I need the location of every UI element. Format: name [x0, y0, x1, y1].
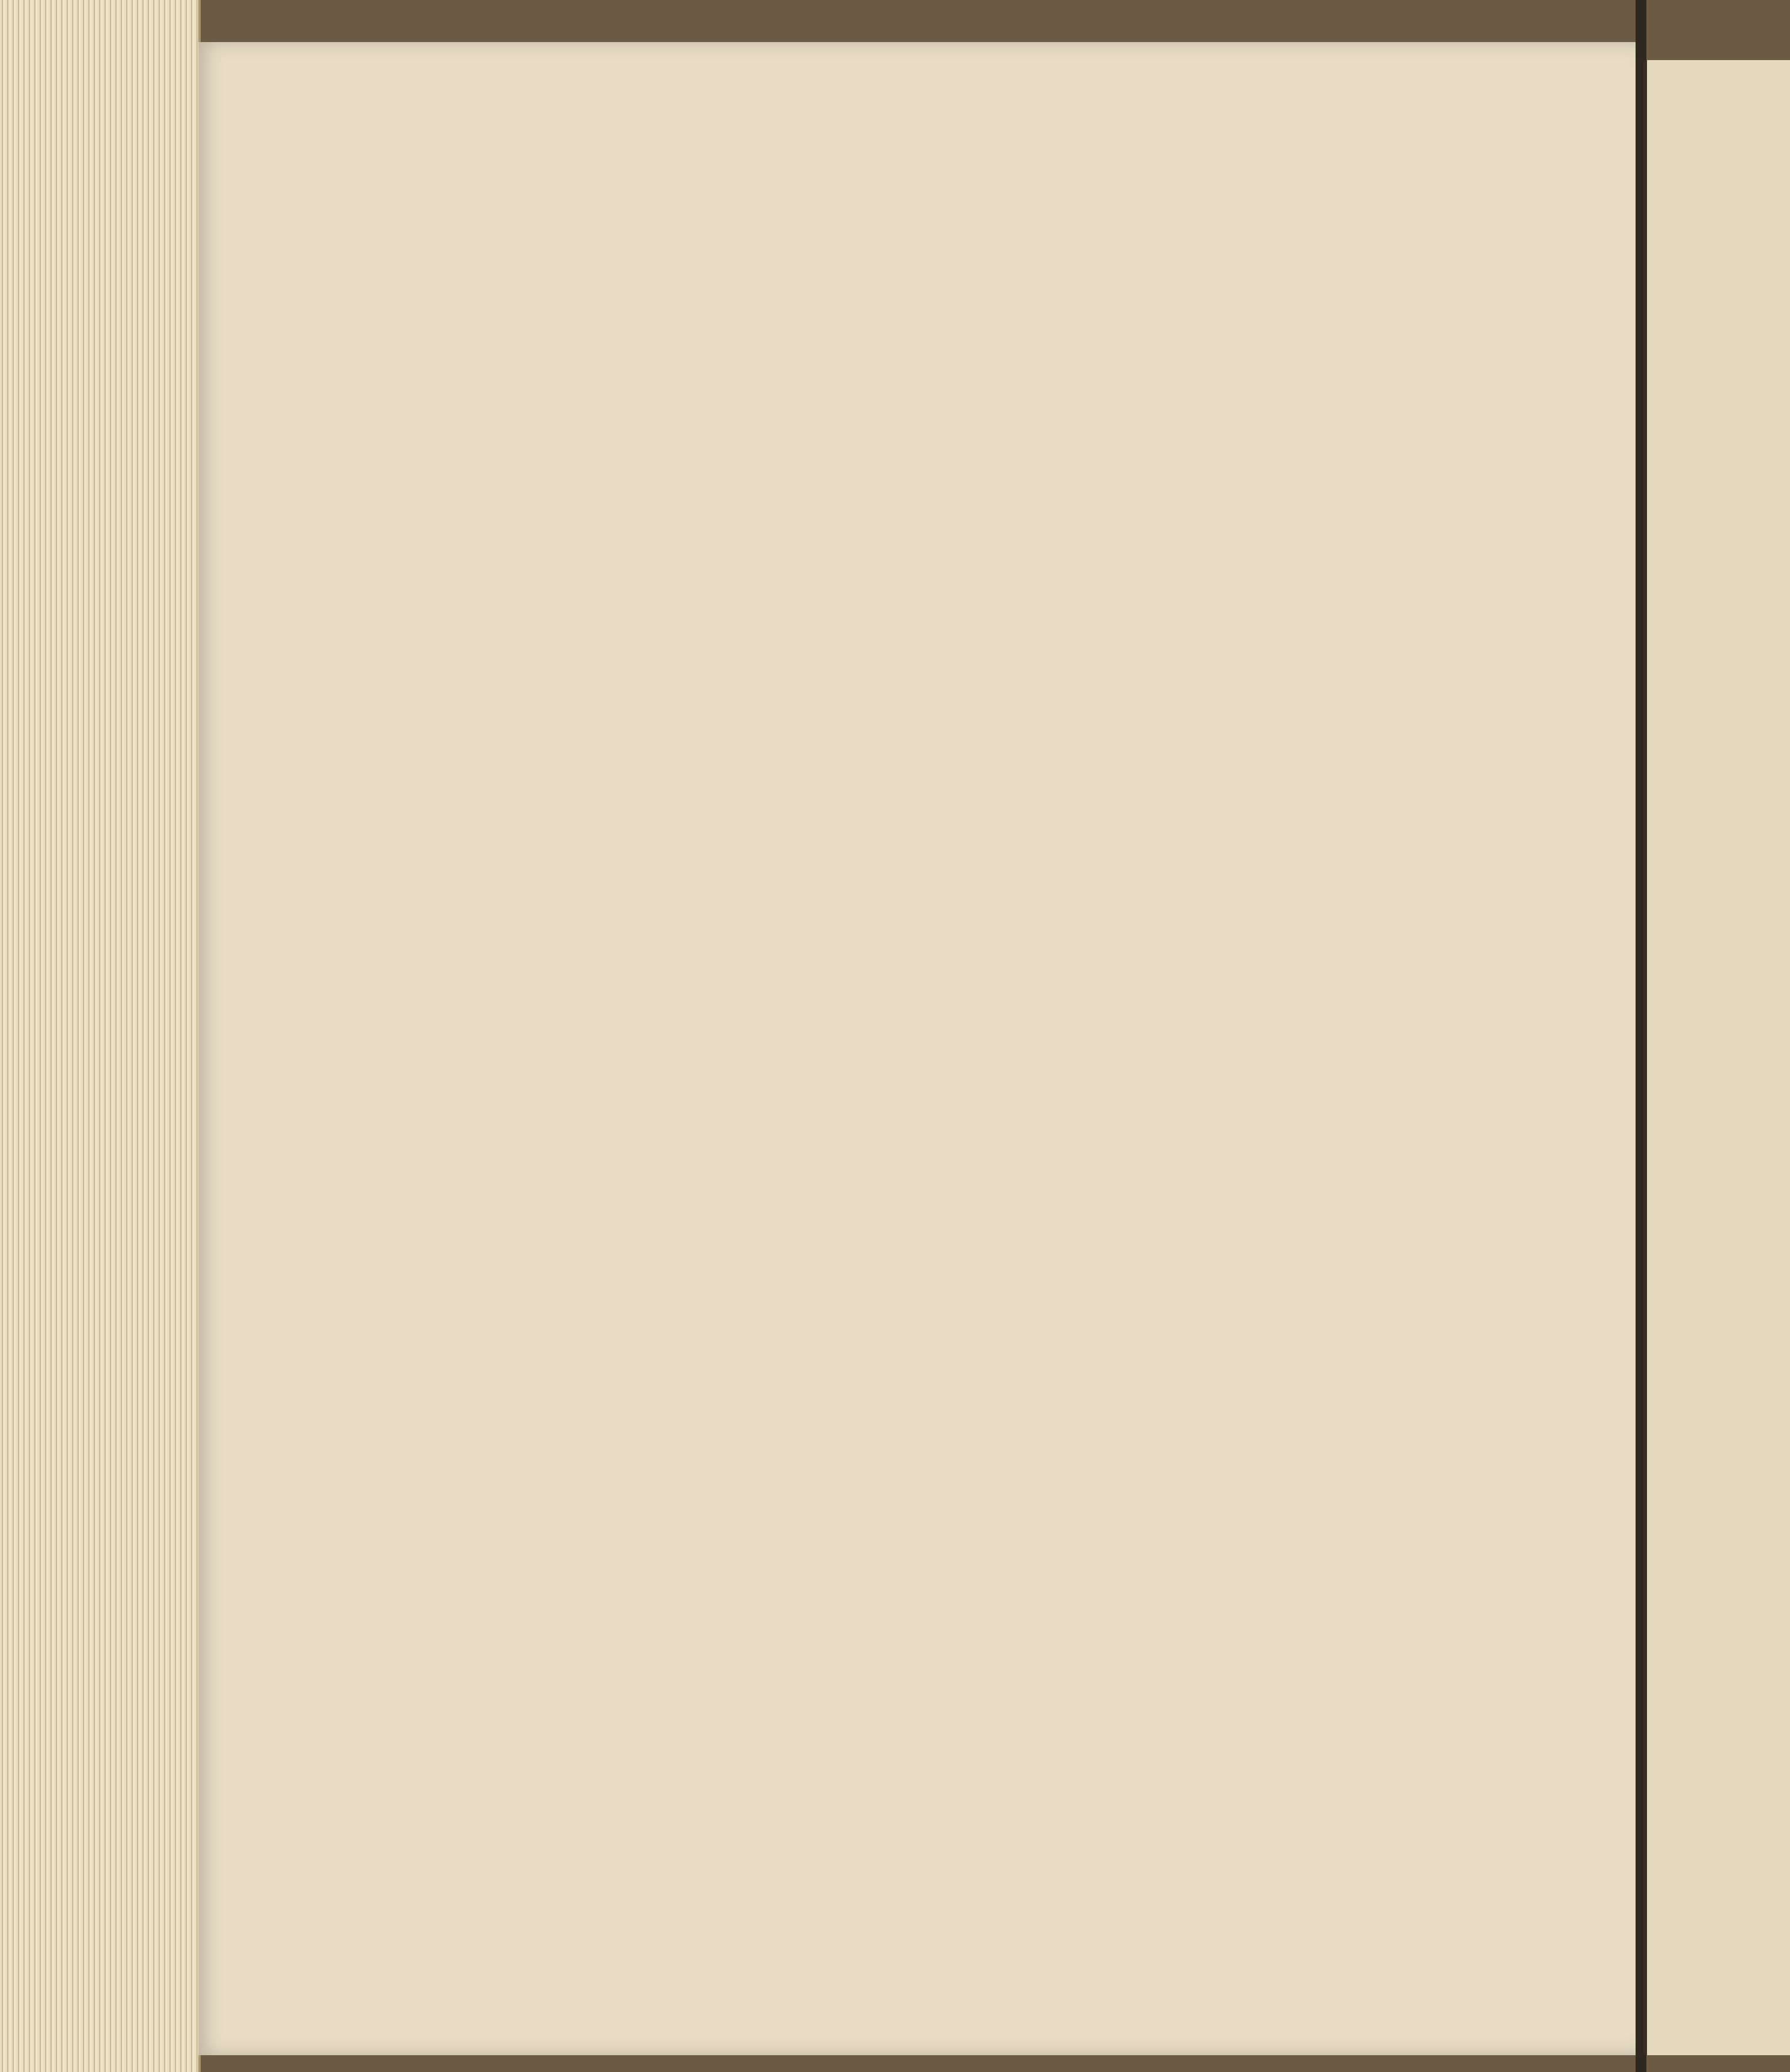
newspaper-page: [198, 42, 1640, 2055]
page-stack-edge: [0, 0, 201, 2072]
adjacent-page: [1643, 60, 1790, 2055]
